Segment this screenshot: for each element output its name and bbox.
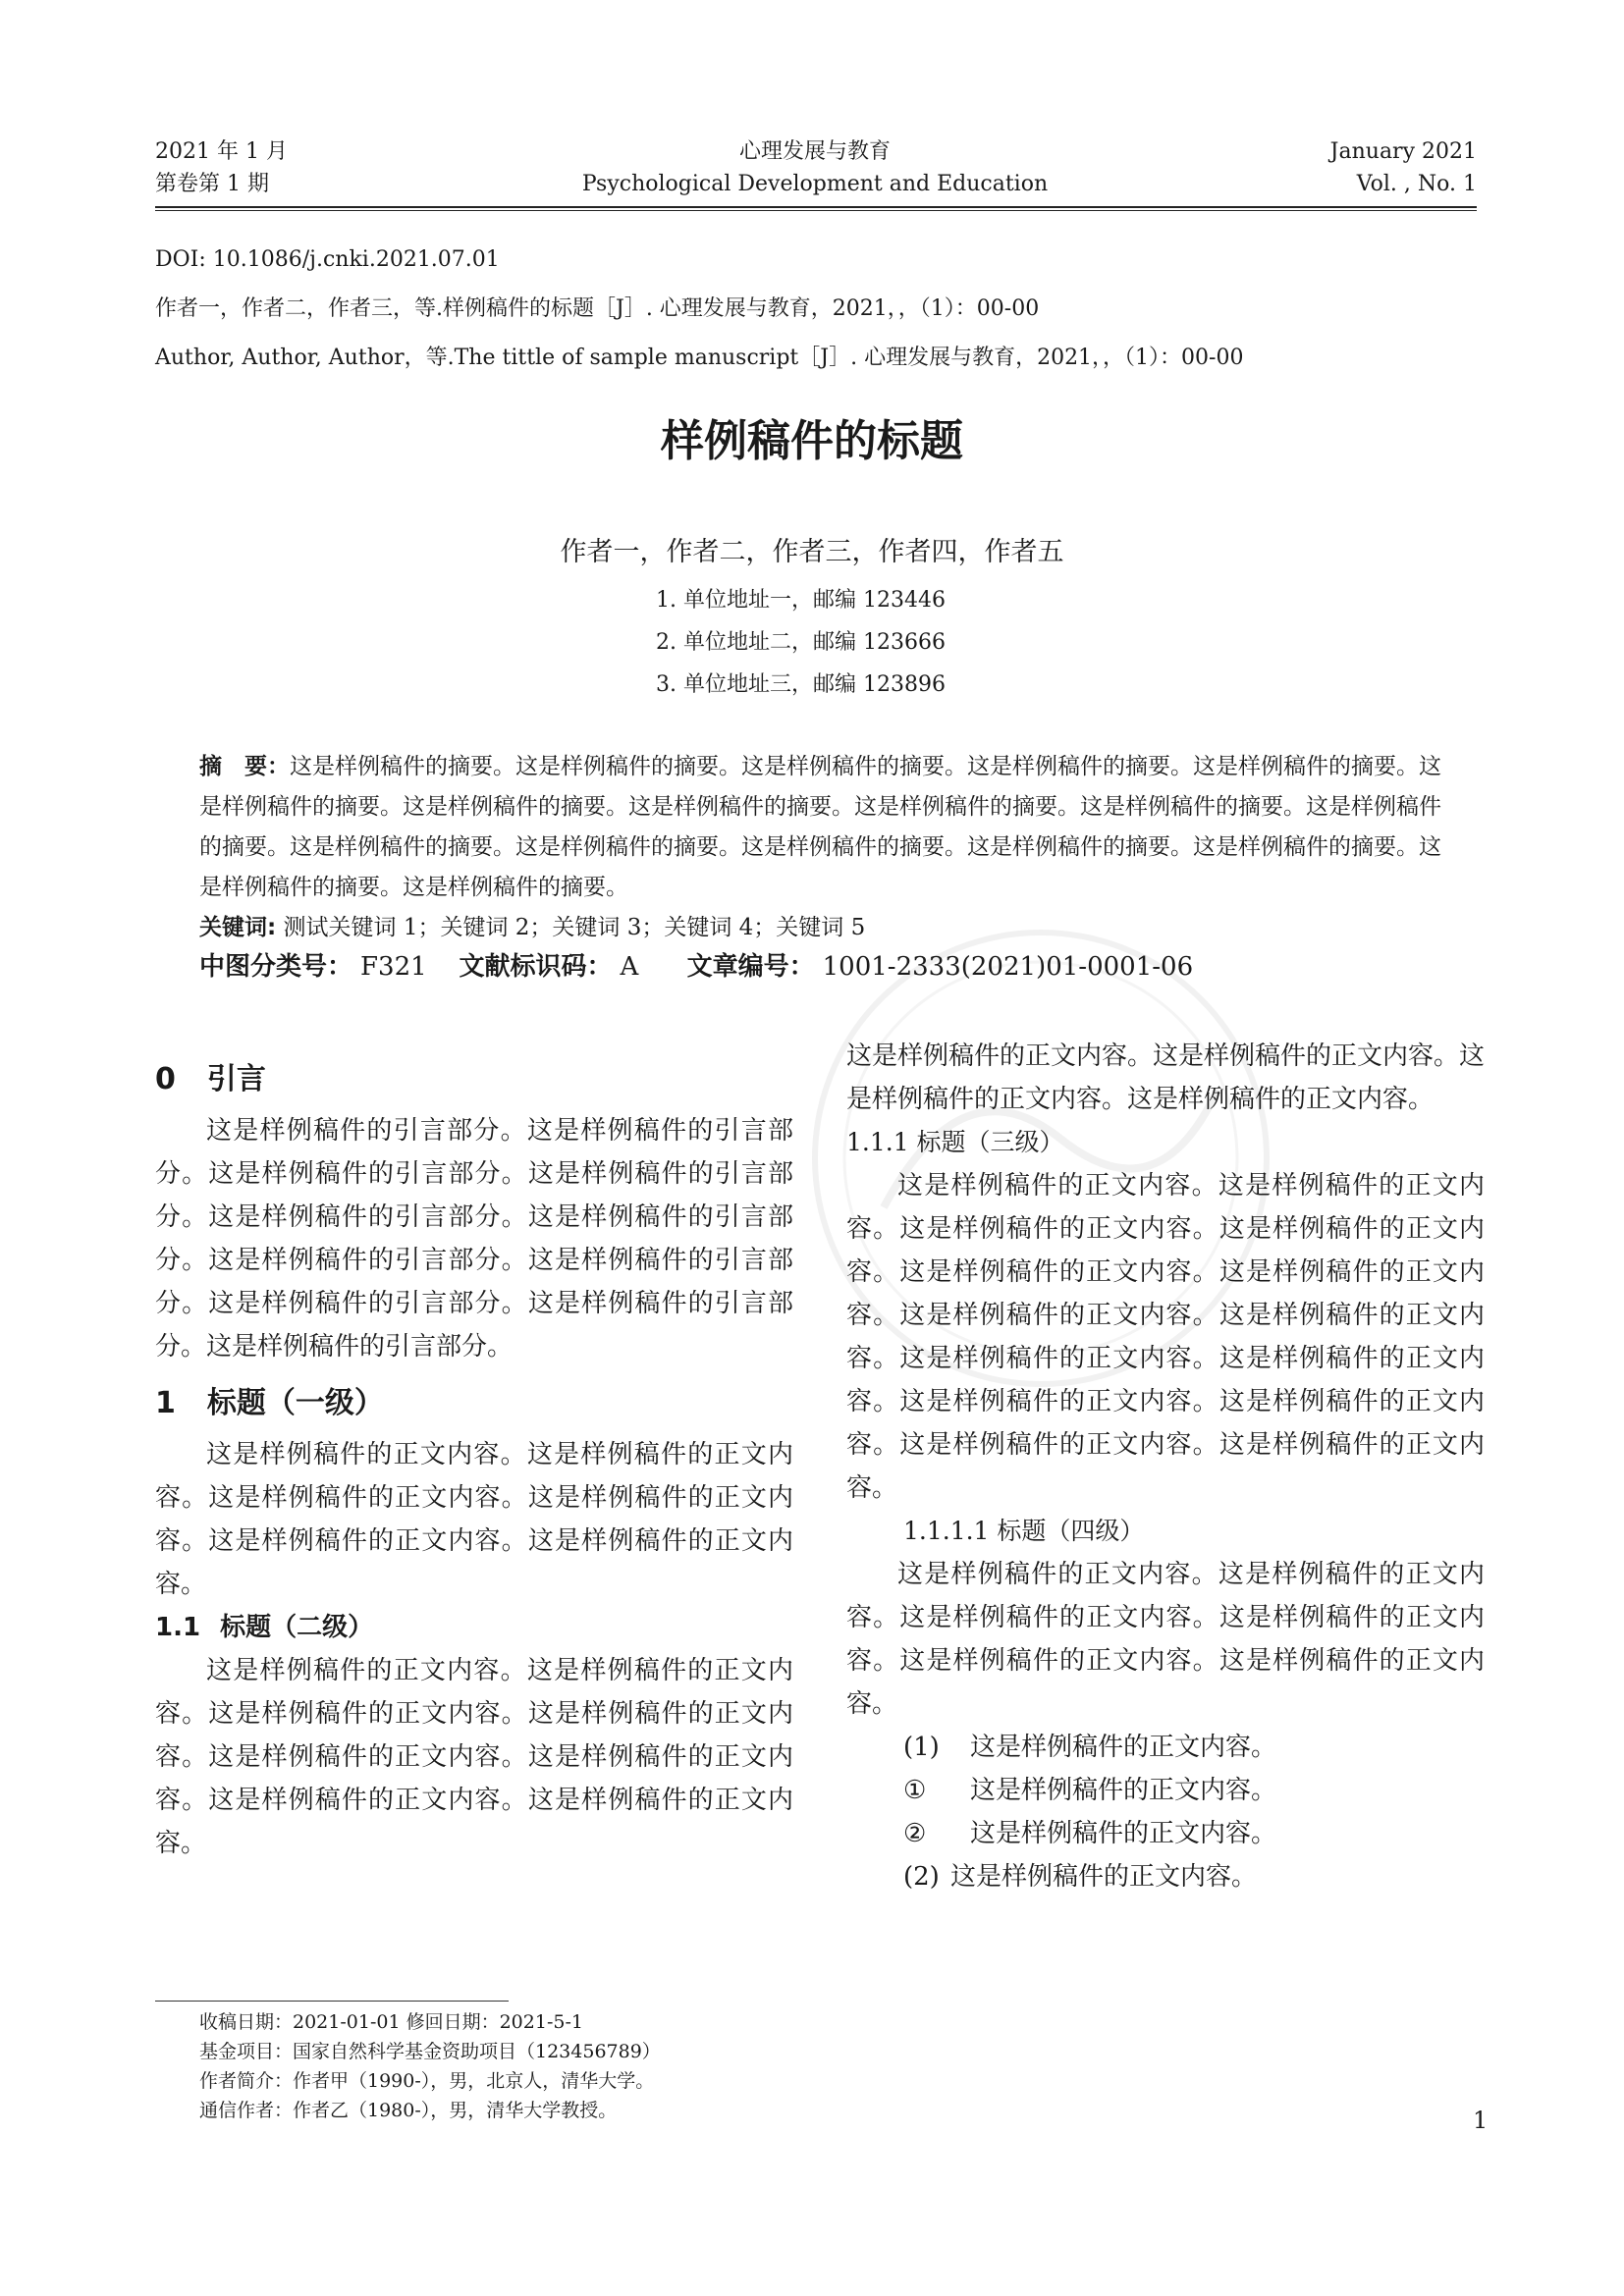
- citation-en: Author, Author, Author，等.The tittle of sample manuscript［J］. 心理发展与教育，2021，，（1）：00-00: [155, 346, 1244, 370]
- abstract: [199, 747, 1446, 948]
- section-title: 标题（二级）: [220, 1613, 374, 1642]
- section-heading-1-1-1-1: 1.1.1.1 标题（四级）: [903, 1517, 1145, 1545]
- header-date: 2021 年 1 月: [155, 139, 288, 164]
- footnote-received: 收稿日期：2021-01-01 修回日期：2021-5-1: [199, 2011, 583, 2033]
- section-number: 1: [155, 1386, 176, 1420]
- article-no-label: 文章编号：: [686, 952, 815, 982]
- journal-date-issue-en: [1330, 135, 1477, 200]
- citation-cn: 作者一，作者二，作者三，等.样例稿件的标题［J］. 心理发展与教育，2021，，（1）：00-00: [155, 296, 1040, 321]
- footnote-author-bio: 作者简介：作者甲（1990-），男，北京人，清华大学。: [199, 2070, 655, 2092]
- list-marker: (1): [903, 1733, 940, 1762]
- doc-id-label: 文献标识码：: [459, 952, 613, 982]
- journal-name-cn: 心理发展与教育: [738, 139, 891, 164]
- affiliation-2: 2. 单位地址二，邮编 123666: [656, 630, 946, 655]
- list-item: [846, 1855, 1485, 1898]
- article-no-value: 1001-2333(2021)01-0001-06: [822, 952, 1194, 982]
- list-text: 这是样例稿件的正文内容。: [970, 1733, 1277, 1762]
- affiliation-1: 1. 单位地址一，邮编 123446: [656, 588, 946, 613]
- clc-value: F321: [360, 952, 427, 982]
- section-heading-1-1: [155, 1606, 793, 1649]
- section-1-paragraph: 这是样例稿件的正文内容。这是样例稿件的正文内容。这是样例稿件的正文内容。这是样例稿件的正文内容。这是样例稿件的正文内容。这是样例稿件的正文内容。: [155, 1440, 793, 1599]
- footnote-corresponding: 通信作者：作者乙（1980-），男，清华大学教授。: [199, 2100, 618, 2121]
- section-heading-1-1-1: 1.1.1 标题（三级）: [846, 1128, 1064, 1156]
- keywords-label: 关键词:: [199, 915, 277, 940]
- header-rule: [155, 206, 1477, 208]
- list-text: 这是样例稿件的正文内容。: [970, 1776, 1277, 1805]
- header-volume-en: Vol. , No. 1: [1356, 172, 1477, 196]
- journal-date-issue: [155, 135, 288, 200]
- left-column: [155, 1050, 793, 1865]
- header-volume: 第卷第 1 期: [155, 172, 269, 196]
- abstract-label: 摘 要：: [199, 754, 290, 779]
- footnote-rule: [155, 2001, 509, 2002]
- section-heading-intro: [155, 1050, 793, 1109]
- footnotes: [199, 2007, 661, 2125]
- list-item: [846, 1726, 1485, 1769]
- abstract-text: 这是样例稿件的摘要。这是样例稿件的摘要。这是样例稿件的摘要。这是样例稿件的摘要。这是样例稿件的摘要。这是样例稿件的摘要。这是样例稿件的摘要。这是样例稿件的摘要。这是样例稿件的摘要。这是样例稿件的摘要。这是样例稿件的摘要。这是样例稿件的摘要。这是样例稿件的摘要。这是样例稿件的摘要。这是样例稿件的摘要。这是样例稿件的摘要。这是样例稿件的摘要。这是样例稿件的摘要。: [199, 754, 1441, 900]
- section-title: 标题（一级）: [206, 1386, 384, 1420]
- affiliation-3: 3. 单位地址三，邮编 123896: [656, 672, 946, 697]
- intro-paragraph: 这是样例稿件的引言部分。这是样例稿件的引言部分。这是样例稿件的引言部分。这是样例稿件的引言部分。这是样例稿件的引言部分。这是样例稿件的引言部分。这是样例稿件的引言部分。这是样例稿件的引言部分。这是样例稿件的引言部分。这是样例稿件的引言部分。这是样例稿件的引言部分。: [155, 1116, 793, 1362]
- right-column: [846, 1035, 1485, 1898]
- clc-label: 中图分类号：: [199, 952, 353, 982]
- list-marker: ②: [903, 1819, 927, 1848]
- journal-name: [471, 135, 1159, 200]
- list-marker: ①: [903, 1776, 927, 1805]
- section-number: 1.1: [155, 1613, 201, 1642]
- journal-name-en: Psychological Development and Education: [581, 172, 1049, 196]
- section-1-1-1-paragraph: 这是样例稿件的正文内容。这是样例稿件的正文内容。这是样例稿件的正文内容。这是样例稿件的正文内容。这是样例稿件的正文内容。这是样例稿件的正文内容。这是样例稿件的正文内容。这是样例稿件的正文内容。这是样例稿件的正文内容。这是样例稿件的正文内容。这是样例稿件的正文内容。这是样例稿件的正文内容。这是样例稿件的正文内容。这是样例稿件的正文内容。: [846, 1171, 1485, 1503]
- header-rule-thin: [155, 210, 1477, 211]
- doi-line[interactable]: DOI: 10.1086/j.cnki.2021.07.01: [155, 247, 500, 272]
- section-1-1-1-1-paragraph: 这是样例稿件的正文内容。这是样例稿件的正文内容。这是样例稿件的正文内容。这是样例稿件的正文内容。这是样例稿件的正文内容。这是样例稿件的正文内容。: [846, 1560, 1485, 1719]
- citation-block: [155, 236, 1243, 383]
- footnote-funding: 基金项目：国家自然科学基金资助项目（123456789）: [199, 2041, 661, 2062]
- classification-line: [199, 947, 1201, 987]
- affiliations: [656, 579, 946, 706]
- section-number: 0: [155, 1062, 176, 1096]
- paper-title: 样例稿件的标题: [661, 416, 963, 466]
- list-item: [846, 1769, 1485, 1812]
- section-title: 引言: [206, 1062, 266, 1096]
- header-date-en: January 2021: [1329, 139, 1477, 164]
- section-1-1-paragraph: 这是样例稿件的正文内容。这是样例稿件的正文内容。这是样例稿件的正文内容。这是样例稿件的正文内容。这是样例稿件的正文内容。这是样例稿件的正文内容。这是样例稿件的正文内容。这是样例稿件的正文内容。: [155, 1656, 793, 1858]
- keywords-text: 测试关键词 1；关键词 2；关键词 3；关键词 4；关键词 5: [283, 915, 866, 940]
- list-item: [846, 1812, 1485, 1855]
- continued-paragraph: 这是样例稿件的正文内容。这是样例稿件的正文内容。这是样例稿件的正文内容。这是样例稿件的正文内容。: [846, 1041, 1486, 1114]
- list-marker: (2): [903, 1862, 940, 1892]
- list-text: 这是样例稿件的正文内容。: [950, 1862, 1258, 1892]
- list-text: 这是样例稿件的正文内容。: [970, 1819, 1277, 1848]
- section-heading-1: [155, 1374, 793, 1433]
- doc-id-value: A: [620, 952, 639, 982]
- author-list: 作者一，作者二，作者三，作者四，作者五: [560, 537, 1064, 567]
- page-number: 1: [1473, 2107, 1489, 2134]
